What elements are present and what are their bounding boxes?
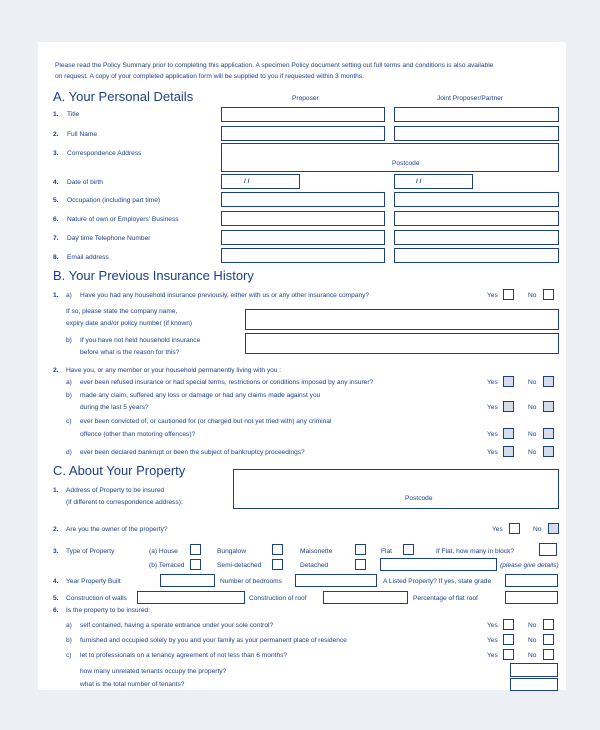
previous-insurance-no-checkbox[interactable]	[543, 289, 554, 300]
self-contained-question: self contained, having a sperate entrance under your sole control?	[80, 622, 274, 629]
bankrupt-question: ever been declared bankrupt or been the subject of bankruptcy proceedings?	[80, 449, 305, 456]
question-letter: b)	[66, 337, 72, 344]
question-letter: a)	[66, 292, 72, 299]
bedrooms-label: Number of bedrooms	[220, 578, 282, 585]
self-contained-yes-checkbox[interactable]	[503, 619, 514, 630]
telephone-input-joint[interactable]	[394, 230, 559, 245]
furnished-no-checkbox[interactable]	[543, 634, 554, 645]
yes-label: Yes	[487, 431, 498, 438]
question-letter: b)	[66, 637, 72, 644]
section-a-heading: A. Your Personal Details	[53, 89, 194, 104]
let-professionals-yes-checkbox[interactable]	[503, 649, 514, 660]
flat-roof-label: Percentage of flat roof	[413, 595, 478, 602]
claims-question-2: during the last 5 years?	[80, 404, 149, 411]
question-letter: b)	[66, 392, 72, 399]
claims-question: made any claim, suffered any loss or damage or had any claims made against you	[80, 392, 321, 399]
occupation-input-joint[interactable]	[394, 192, 559, 207]
flat-label: Flat	[381, 548, 392, 555]
full-name-input-joint[interactable]	[394, 126, 559, 141]
if-flat-label: If Flat, how many in block?	[436, 548, 515, 555]
semi-detached-checkbox[interactable]	[272, 559, 283, 570]
field-num: 4.	[53, 179, 59, 186]
title-input-proposer[interactable]	[221, 107, 385, 122]
claims-yes-checkbox[interactable]	[503, 401, 514, 412]
house-label: (a) House	[149, 548, 178, 555]
no-label: No	[528, 652, 537, 659]
label-email: Email address	[67, 254, 109, 261]
question-num: 1.	[53, 292, 59, 299]
field-num: 8.	[53, 254, 59, 261]
label-telephone: Day time Telephone Number	[67, 235, 151, 242]
self-contained-no-checkbox[interactable]	[543, 619, 554, 630]
yes-label: Yes	[487, 449, 498, 456]
previous-insurance-yes-checkbox[interactable]	[503, 289, 514, 300]
walls-label: Construction of walls	[66, 595, 127, 602]
maisonette-checkbox[interactable]	[355, 544, 366, 555]
question-num: 2.	[53, 526, 59, 533]
bedrooms-input[interactable]	[295, 574, 377, 587]
no-label: No	[528, 449, 537, 456]
question-num: 3.	[53, 548, 59, 555]
terraced-label: (b) Terraced	[149, 562, 185, 569]
intro-line-2: on request. A copy of your completed application form will be supplied to you if requested within 3 months.	[55, 73, 364, 80]
question-num: 5.	[53, 595, 59, 602]
no-label: No	[528, 404, 537, 411]
property-address-input[interactable]	[233, 469, 559, 509]
bungalow-label: Bungalow	[217, 548, 246, 555]
title-input-joint[interactable]	[394, 107, 559, 122]
business-input-joint[interactable]	[394, 211, 559, 226]
field-num: 7.	[53, 235, 59, 242]
postcode-label: Postcode	[405, 495, 433, 502]
let-professionals-no-checkbox[interactable]	[543, 649, 554, 660]
full-name-input-proposer[interactable]	[221, 126, 385, 141]
detached-label: Detached	[300, 562, 329, 569]
listed-grade-input[interactable]	[505, 574, 558, 587]
company-name-label-2: expiry date and/or policy number (if known)	[66, 320, 193, 327]
dob-separators: / /	[416, 178, 422, 185]
question-num: 6.	[53, 607, 59, 614]
total-tenants-input[interactable]	[510, 678, 558, 691]
no-label: No	[528, 379, 537, 386]
label-correspondence-address: Correspondence Address	[67, 150, 142, 157]
business-input-proposer[interactable]	[221, 211, 385, 226]
unrelated-tenants-question: how many unrelated tenants occupy the property?	[80, 668, 227, 675]
question-letter: c)	[66, 652, 72, 659]
total-tenants-question: what is the total number of tenants?	[80, 681, 185, 688]
correspondence-address-input[interactable]	[221, 143, 559, 172]
yes-label: Yes	[492, 526, 503, 533]
furnished-question: furnished and occupied solely by you and your family as your permanent place of residence	[80, 637, 347, 644]
flats-in-block-input[interactable]	[539, 543, 557, 556]
terraced-checkbox[interactable]	[190, 559, 201, 570]
yes-label: Yes	[487, 404, 498, 411]
postcode-label: Postcode	[392, 160, 420, 167]
col-proposer: Proposer	[292, 95, 319, 102]
no-insurance-reason-label-2: before what is the reason for this?	[80, 349, 180, 356]
yes-label: Yes	[487, 637, 498, 644]
household-question: Have you, or any member or your household permanently living with you :	[66, 367, 282, 374]
give-details-note: (please give details)	[500, 562, 559, 569]
refused-no-checkbox[interactable]	[543, 376, 554, 387]
question-letter: d)	[66, 449, 72, 456]
question-num: 4.	[53, 578, 59, 585]
refused-yes-checkbox[interactable]	[503, 376, 514, 387]
section-b-heading: B. Your Previous Insurance History	[53, 268, 254, 283]
let-to-professionals-question: let to professionals on a tenancy agreement of not less than 6 months?	[80, 652, 288, 659]
section-c-heading: C. About Your Property	[53, 463, 186, 478]
owner-no-checkbox[interactable]	[548, 523, 559, 534]
question-letter: a)	[66, 622, 72, 629]
detached-checkbox[interactable]	[355, 559, 366, 570]
owner-question: Are you the owner of the property?	[66, 526, 168, 533]
bankrupt-yes-checkbox[interactable]	[503, 446, 514, 457]
property-address-label: Address of Property to be insured	[66, 487, 165, 494]
previous-insurance-question: Have you had any household insurance previously, either with us or any other insurance company?	[80, 292, 370, 299]
field-num: 3.	[53, 150, 59, 157]
roof-construction-input[interactable]	[323, 591, 408, 604]
previous-insurer-details-input[interactable]	[245, 309, 559, 330]
dob-input-joint[interactable]	[394, 174, 473, 189]
furnished-yes-checkbox[interactable]	[503, 634, 514, 645]
question-letter: a)	[66, 379, 72, 386]
property-insured-label: Is the property to be insured:	[66, 607, 150, 614]
no-label: No	[533, 526, 542, 533]
field-num: 5.	[53, 197, 59, 204]
convicted-no-checkbox[interactable]	[543, 428, 554, 439]
company-name-label: If so, please state the company name,	[66, 308, 178, 315]
dob-input-proposer[interactable]	[221, 174, 300, 189]
no-label: No	[528, 637, 537, 644]
email-input-proposer[interactable]	[221, 248, 385, 263]
intro-line-1: Please read the Policy Summary prior to completing this application. A specimen Policy document setting out full terms and conditions is also available	[55, 62, 494, 69]
label-full-name: Full Name	[67, 131, 98, 138]
no-label: No	[528, 292, 537, 299]
owner-yes-checkbox[interactable]	[509, 523, 520, 534]
bankrupt-no-checkbox[interactable]	[543, 446, 554, 457]
claims-no-checkbox[interactable]	[543, 401, 554, 412]
no-insurance-reason-label: If you have not held household insurance	[80, 337, 201, 344]
question-num: 2.	[53, 367, 59, 374]
year-built-input[interactable]	[160, 574, 215, 587]
label-title: Title	[67, 111, 80, 118]
flat-checkbox[interactable]	[403, 544, 414, 555]
dob-separators: / /	[244, 178, 250, 185]
year-built-label: Year Property Built	[66, 578, 121, 585]
email-input-joint[interactable]	[394, 248, 559, 263]
question-letter: c)	[66, 418, 72, 425]
label-date-of-birth: Date of birth	[67, 179, 103, 186]
yes-label: Yes	[487, 379, 498, 386]
col-joint-proposer: Joint Proposer/Partner	[437, 95, 503, 102]
convicted-yes-checkbox[interactable]	[503, 428, 514, 439]
field-num: 2.	[53, 131, 59, 138]
property-address-label-2: (if different to correspondence address):	[66, 499, 183, 506]
bungalow-checkbox[interactable]	[272, 544, 283, 555]
yes-label: Yes	[487, 292, 498, 299]
unrelated-tenants-input[interactable]	[510, 663, 558, 677]
convicted-question-2: offence (other than motoring offences)?	[80, 431, 196, 438]
house-checkbox[interactable]	[190, 544, 201, 555]
label-business: Nature of own or Employers' Business	[67, 216, 179, 223]
flat-roof-percentage-input[interactable]	[505, 591, 558, 604]
walls-construction-input[interactable]	[137, 591, 245, 604]
property-type-details-input[interactable]	[380, 558, 497, 571]
property-type-label: Type of Property	[66, 548, 115, 555]
no-label: No	[528, 622, 537, 629]
field-num: 6.	[53, 216, 59, 223]
convicted-question: ever been convicted of, or cautioned for (or charged but not yet tried with) any criminal	[80, 418, 332, 425]
listed-property-label: A Listed Property? If yes, state grade	[383, 578, 492, 585]
no-insurance-reason-input[interactable]	[245, 333, 559, 354]
maisonette-label: Maisonette	[300, 548, 333, 555]
semi-detached-label: Semi-detached	[217, 562, 262, 569]
yes-label: Yes	[487, 652, 498, 659]
occupation-input-proposer[interactable]	[221, 192, 385, 207]
telephone-input-proposer[interactable]	[221, 230, 385, 245]
no-label: No	[528, 431, 537, 438]
yes-label: Yes	[487, 622, 498, 629]
roof-label: Construction of roof	[249, 595, 307, 602]
refused-insurance-question: ever been refused insurance or had special terms, restrictions or conditions imposed by any insurer?	[80, 379, 374, 386]
field-num: 1.	[53, 111, 59, 118]
question-num: 1.	[53, 487, 59, 494]
label-occupation: Occupation (including part time)	[67, 197, 161, 204]
